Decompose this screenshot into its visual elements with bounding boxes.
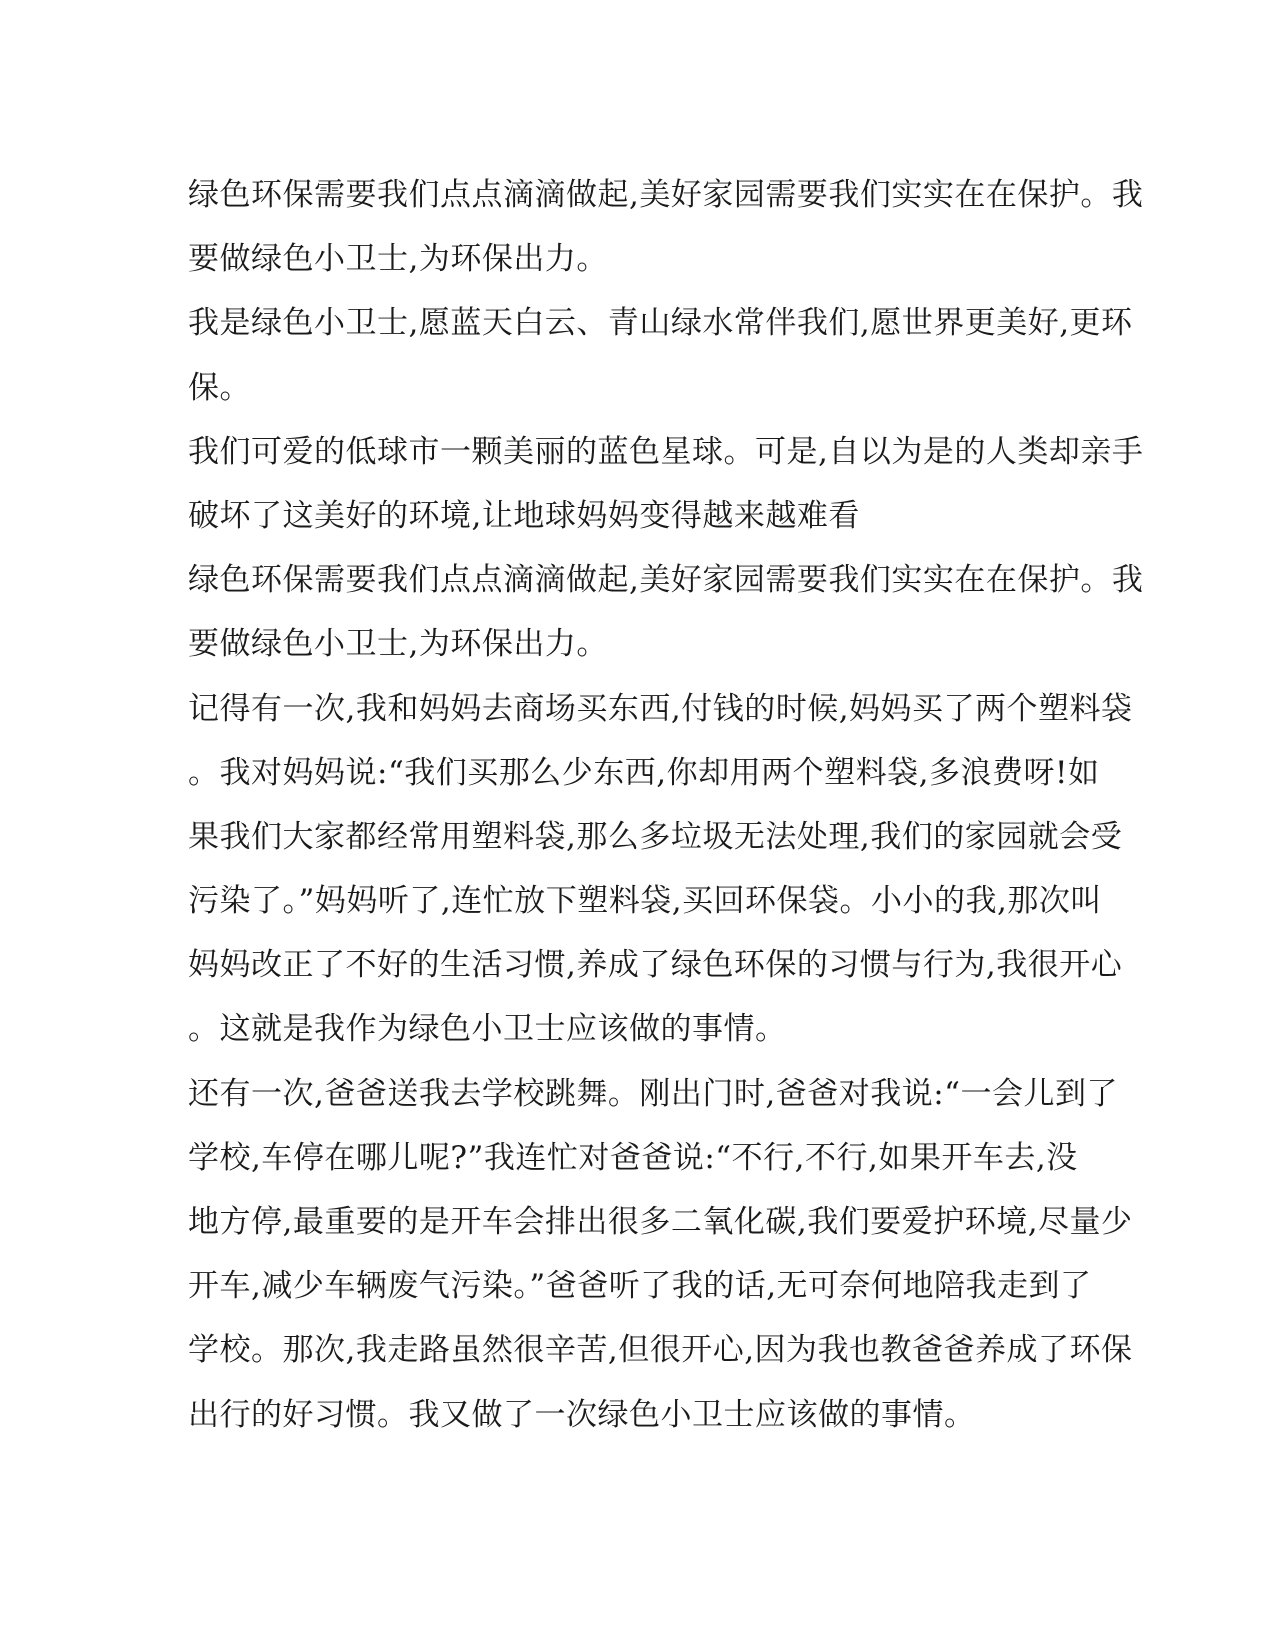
text-line: 。我对妈妈说:“我们买那么少东西,你却用两个塑料袋,多浪费呀!如 xyxy=(188,754,1100,791)
text-line: 要做绿色小卫士,为环保出力。 xyxy=(188,626,608,663)
text-line: 地方停,最重要的是开车会排出很多二氧化碳,我们要爱护环境,尽量少 xyxy=(188,1204,1133,1240)
text-line: 开车,减少车辆废气污染。”爸爸听了我的话,无可奈何地陪我走到了 xyxy=(188,1268,1092,1305)
text-line: 破坏了这美好的环境,让地球妈妈变得越来越难看 xyxy=(188,497,860,534)
text-line: 学校,车停在哪儿呢?”我连忙对爸爸说:“不行,不行,如果开车去,没 xyxy=(188,1139,1078,1176)
text-line: 保。 xyxy=(188,369,251,406)
text-line: 出行的好习惯。我又做了一次绿色小卫士应该做的事情。 xyxy=(188,1396,976,1433)
paragraph-3 xyxy=(188,420,1144,548)
paragraph-1 xyxy=(188,163,1144,291)
text-line: 我们可爱的低球市一颗美丽的蓝色星球。可是,自以为是的人类却亲手 xyxy=(188,433,1144,470)
paragraph-6 xyxy=(188,1062,1133,1447)
paragraph-2 xyxy=(188,291,1133,419)
text-line: 我是绿色小卫士,愿蓝天白云、青山绿水常伴我们,愿世界更美好,更环 xyxy=(188,305,1133,342)
text-line: 污染了。”妈妈听了,连忙放下塑料袋,买回环保袋。小小的我,那次叫 xyxy=(188,883,1102,920)
text-line: 。这就是我作为绿色小卫士应该做的事情。 xyxy=(188,1011,787,1048)
text-line: 要做绿色小卫士,为环保出力。 xyxy=(188,241,608,278)
text-line: 学校。那次,我走路虽然很辛苦,但很开心,因为我也教爸爸养成了环保 xyxy=(188,1332,1133,1369)
text-line: 果我们大家都经常用塑料袋,那么多垃圾无法处理,我们的家园就会受 xyxy=(188,818,1123,855)
text-line: 妈妈改正了不好的生活习惯,养成了绿色环保的习惯与行为,我很开心 xyxy=(188,947,1123,984)
paragraph-4 xyxy=(188,548,1144,676)
text-line: 记得有一次,我和妈妈去商场买东西,付钱的时候,妈妈买了两个塑料袋 xyxy=(188,690,1133,727)
text-line: 绿色环保需要我们点点滴滴做起,美好家园需要我们实实在在保护。我 xyxy=(188,177,1144,213)
paragraph-5 xyxy=(188,677,1133,1062)
text-line: 还有一次,爸爸送我去学校跳舞。刚出门时,爸爸对我说:“一会儿到了 xyxy=(188,1075,1118,1112)
text-line: 绿色环保需要我们点点滴滴做起,美好家园需要我们实实在在保护。我 xyxy=(188,562,1144,599)
document-body xyxy=(188,163,1144,1447)
